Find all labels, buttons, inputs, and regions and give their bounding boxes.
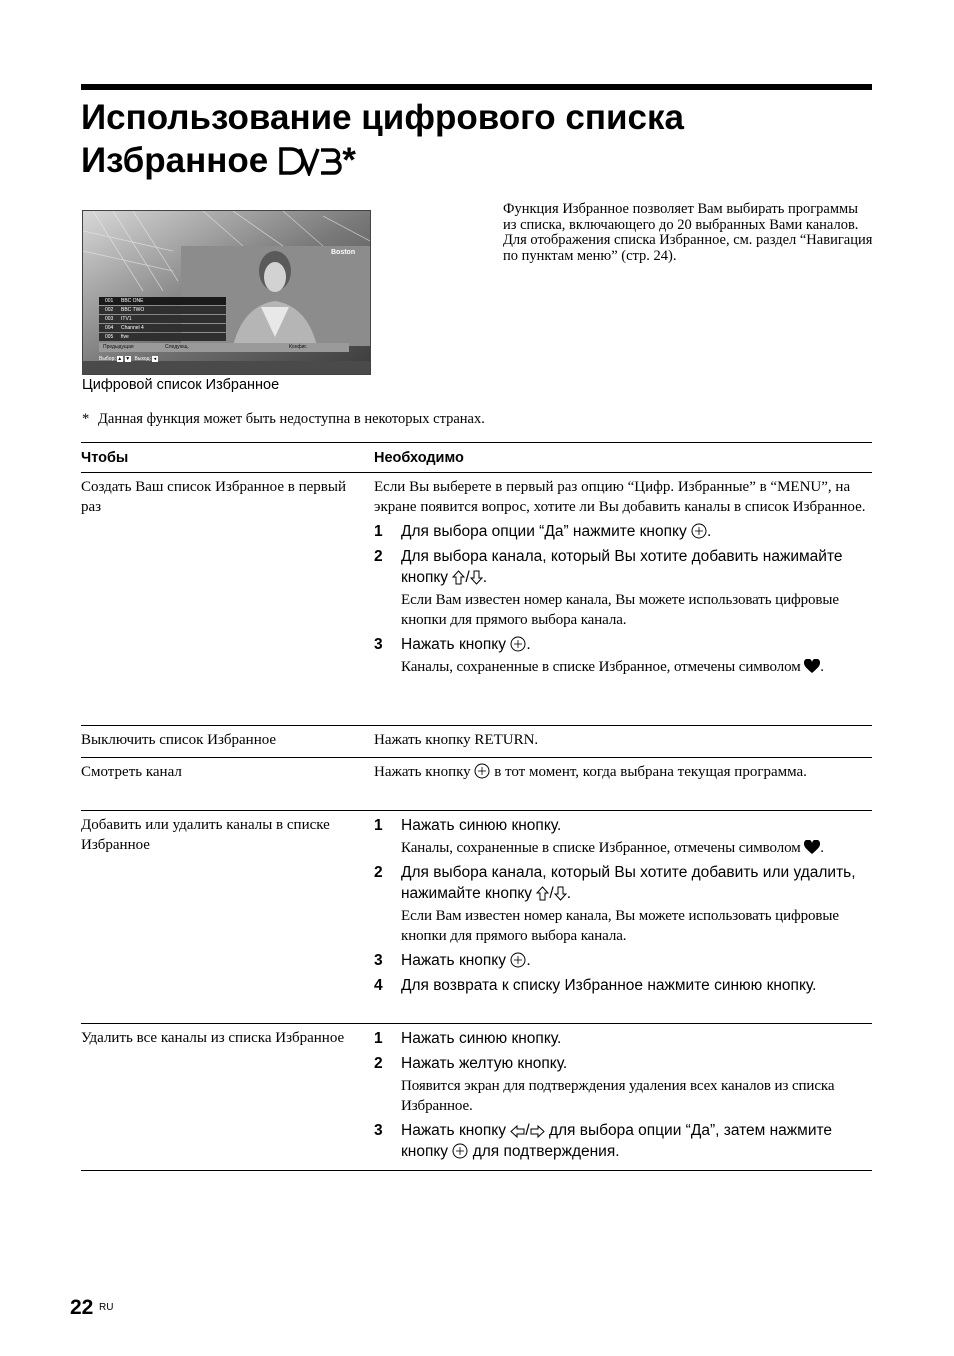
heart-icon — [804, 659, 820, 674]
table-row — [81, 811, 872, 1024]
channel-row: 001 BBC ONE — [99, 297, 226, 305]
top-rule — [81, 84, 872, 90]
table-row — [81, 758, 872, 811]
step-note: Появится экран для подтверждения удаления всех каналов из списка Избранное. — [401, 1078, 835, 1114]
intro-paragraph: Функция Избранное позволяет Вам выбирать программы из списка, включающего до 20 выбранных Вами каналов. Для отображения списка Избранное, см. раздел “Навигация по пунктам меню” (стр. 24). — [503, 201, 873, 264]
action-intro: Если Вы выберете в первый раз опцию “Цифр. Избранные” в “MENU”, на экране появится вопрос, хотите ли Вы добавить каналы в список Избранное. — [374, 479, 866, 515]
step-note: Если Вам известен номер канала, Вы можете использовать цифровые кнопки для прямого выбора канала. — [401, 908, 839, 944]
column-header-task: Чтобы — [81, 449, 129, 466]
channel-list — [99, 297, 226, 342]
center-button-icon — [474, 763, 490, 779]
prev-label: Предыдущая — [103, 344, 134, 350]
down-arrow-icon — [554, 886, 567, 901]
step-item: 1 Для выбора опции “Да” нажмите кнопку . — [374, 523, 712, 540]
task-cell: Добавить или удалить каналы в списке Избранное — [81, 817, 330, 853]
task-cell: Выключить список Избранное — [81, 732, 277, 748]
action-cell — [374, 1028, 872, 1170]
center-button-icon — [510, 952, 526, 968]
channel-row: 004 Channel 4 — [99, 324, 226, 332]
function-table — [81, 442, 872, 1171]
table-row — [81, 1024, 872, 1171]
step-item: 2 Для выбора канала, который Вы хотите добавить или удалить, нажимайте кнопку / . Если Вам известен номер канала, Вы можете использовать цифровые кнопки для прямого выбора канала. — [374, 862, 872, 946]
action-cell: Нажать кнопку в тот момент, когда выбрана текущая программа. — [374, 764, 807, 780]
up-arrow-icon — [452, 570, 465, 585]
dvb-logo-icon — [278, 146, 342, 176]
table-row — [81, 726, 872, 758]
config-label: Конфиг. — [289, 344, 307, 350]
exit-key-icon: ◂ — [153, 355, 157, 362]
up-key-icon: ▲ — [117, 355, 123, 362]
down-arrow-icon — [470, 570, 483, 585]
favourites-screenshot — [82, 210, 371, 375]
figure-caption: Цифровой список Избранное — [82, 377, 280, 393]
nav-hint-bar — [99, 354, 349, 364]
footnote-mark: * — [82, 411, 90, 427]
step-item: 2 Для выбора канала, который Вы хотите добавить нажимайте кнопку / . Если Вам известен номер канала, Вы можете использовать цифровые кнопки для прямого выбора канала. — [374, 546, 872, 630]
footnote-text: Данная функция может быть недоступна в некоторых странах. — [98, 411, 485, 427]
step-item: 3 Нажать кнопку . Каналы, сохраненные в списке Избранное, отмечены символом . — [374, 634, 872, 677]
title-asterisk: * — [342, 141, 356, 180]
action-cell: Нажать кнопку RETURN. — [374, 732, 539, 748]
column-header-action: Необходимо — [374, 449, 464, 466]
next-label: Следующ. — [165, 344, 189, 350]
select-label: Выбор: — [99, 356, 116, 362]
step-note: Каналы, сохраненные в списке Избранное, отмечены символом . — [401, 840, 824, 856]
center-button-icon — [510, 636, 526, 652]
page-language: RU — [99, 1302, 114, 1313]
center-button-icon — [452, 1143, 468, 1159]
page-title — [81, 96, 872, 182]
heart-icon — [804, 840, 820, 855]
title-line-2: Избранное — [81, 141, 269, 180]
right-arrow-icon — [530, 1125, 545, 1138]
step-item: 1 Нажать синюю кнопку. Каналы, сохраненные в списке Избранное, отмечены символом . — [374, 815, 872, 858]
step-item: 4 Для возврата к списку Избранное нажмите синюю кнопку. — [374, 977, 817, 994]
down-key-icon: ▼ — [125, 355, 131, 362]
title-line-1: Использование цифрового списка — [81, 98, 684, 137]
action-cell — [374, 477, 872, 725]
task-cell: Смотреть канал — [81, 764, 182, 780]
step-item: 3 Нажать кнопку . — [374, 952, 531, 969]
step-note: Каналы, сохраненные в списке Избранное, отмечены символом . — [401, 659, 824, 675]
step-item: 2 Нажать желтую кнопку. Появится экран для подтверждения удаления всех каналов из списка Избранное. — [374, 1053, 872, 1116]
center-button-icon — [691, 523, 707, 539]
action-cell — [374, 815, 872, 1023]
left-arrow-icon — [510, 1125, 525, 1138]
channel-row: 003 ITV1 — [99, 315, 226, 323]
step-item: 1 Нажать синюю кнопку. — [374, 1030, 562, 1047]
task-cell: Удалить все каналы из списка Избранное — [81, 1030, 345, 1046]
step-item: 3 Нажать кнопку / для выбора опции “Да”, затем нажмите кнопку для подтверждения. — [374, 1122, 833, 1160]
table-header — [81, 443, 872, 473]
up-arrow-icon — [536, 886, 549, 901]
step-note: Если Вам известен номер канала, Вы можете использовать цифровые кнопки для прямого выбора канала. — [401, 592, 839, 628]
color-button-bar — [99, 343, 349, 352]
task-cell: Создать Ваш список Избранное в первый раз — [81, 479, 346, 515]
exit-label: Выход: — [134, 356, 151, 362]
channel-row: 002 BBC TWO — [99, 306, 226, 314]
table-row — [81, 473, 872, 726]
channel-row: 005 five — [99, 333, 226, 341]
footnote — [82, 411, 485, 428]
page-number: 22 — [70, 1296, 94, 1319]
location-label: Boston — [331, 249, 356, 256]
